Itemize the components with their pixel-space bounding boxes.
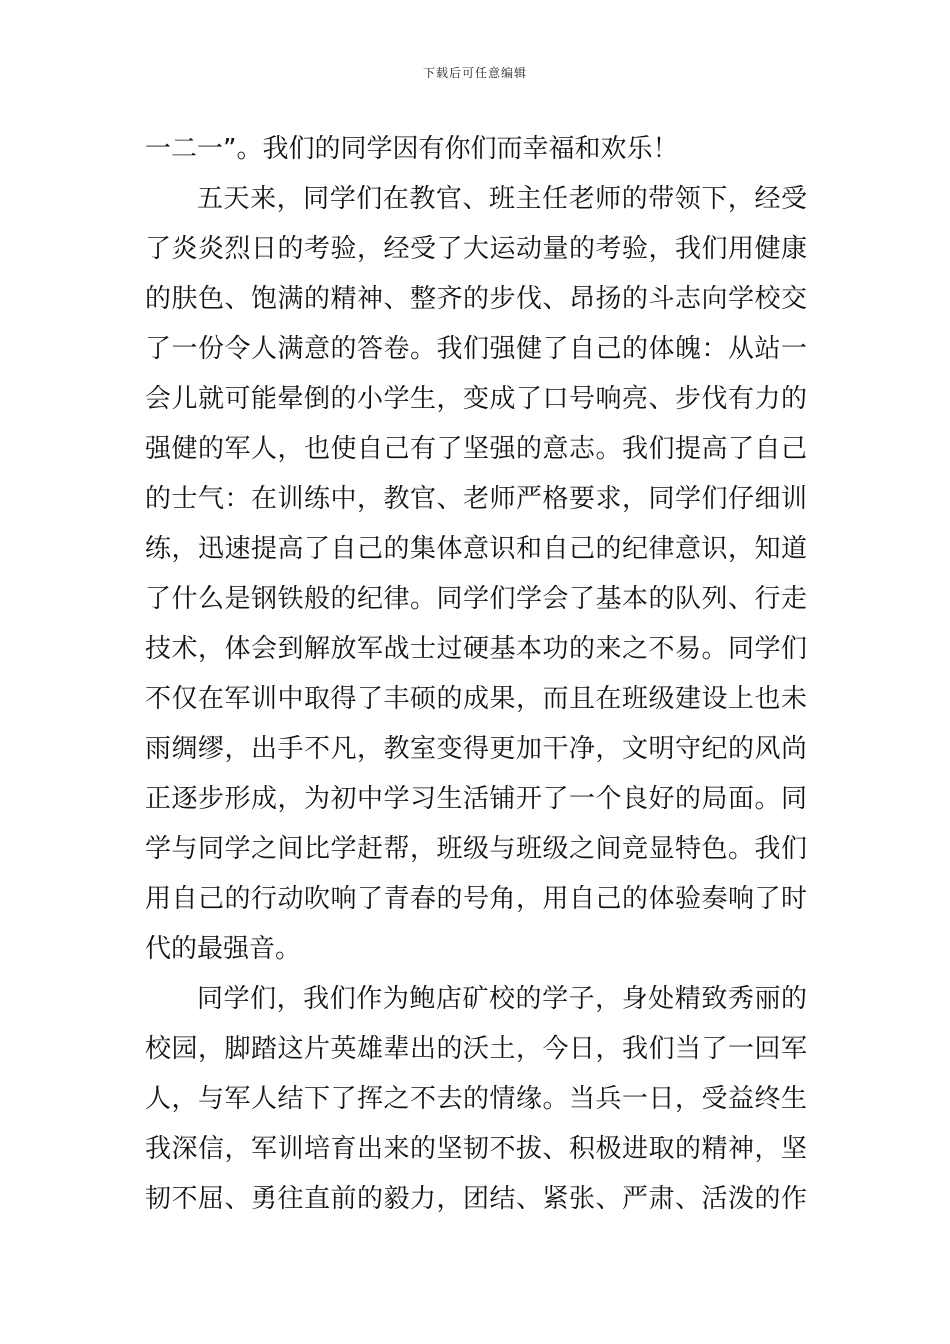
text-line: 代的最强音。 (145, 934, 302, 964)
text-line: 五天来，同学们在教官、班主任老师的带领下，经受 (197, 184, 807, 214)
text-line: 了什么是钢铁般的纪律。同学们学会了基本的队列、行走 (145, 584, 807, 614)
text-line: 强健的军人，也使自己有了坚强的意志。我们提高了自己 (145, 434, 807, 464)
text-line: 用自己的行动吹响了青春的号角，用自己的体验奏响了时 (145, 884, 807, 914)
text-line: 雨绸缪，出手不凡，教室变得更加干净，文明守纪的风尚 (145, 734, 807, 764)
text-line: 了一份令人满意的答卷。我们强健了自己的体魄：从站一 (145, 334, 807, 364)
text-line: 了炎炎烈日的考验，经受了大运动量的考验，我们用健康 (145, 234, 807, 264)
text-line: 校园，脚踏这片英雄辈出的沃土，今日，我们当了一回军 (145, 1034, 807, 1064)
text-line: 会儿就可能晕倒的小学生，变成了口号响亮、步伐有力的 (145, 384, 807, 414)
text-line: 正逐步形成，为初中学习生活铺开了一个良好的局面。同 (145, 784, 807, 814)
text-line: 练，迅速提高了自己的集体意识和自己的纪律意识，知道 (145, 534, 807, 564)
text-line: 不仅在军训中取得了丰硕的成果，而且在班级建设上也未 (145, 684, 807, 714)
text-line: 一二一”。我们的同学因有你们而幸福和欢乐！ (145, 134, 679, 164)
text-line: 韧不屈、勇往直前的毅力，团结、紧张、严肃、活泼的作 (145, 1184, 807, 1214)
text-line: 人，与军人结下了挥之不去的情缘。当兵一日，受益终生 (145, 1084, 807, 1114)
text-line: 同学们，我们作为鲍店矿校的学子，身处精致秀丽的 (197, 984, 807, 1014)
header-note: 下载后可任意编辑 (422, 66, 527, 80)
text-line: 我深信，军训培育出来的坚韧不拔、积极进取的精神，坚 (145, 1134, 807, 1164)
document-body (145, 124, 807, 1224)
text-line: 学与同学之间比学赶帮，班级与班级之间竞显特色。我们 (145, 834, 807, 864)
text-line: 技术，体会到解放军战士过硬基本功的来之不易。同学们 (145, 634, 807, 664)
text-line: 的肤色、饱满的精神、整齐的步伐、昂扬的斗志向学校交 (145, 284, 807, 314)
text-line: 的士气：在训练中，教官、老师严格要求，同学们仔细训 (145, 484, 807, 514)
